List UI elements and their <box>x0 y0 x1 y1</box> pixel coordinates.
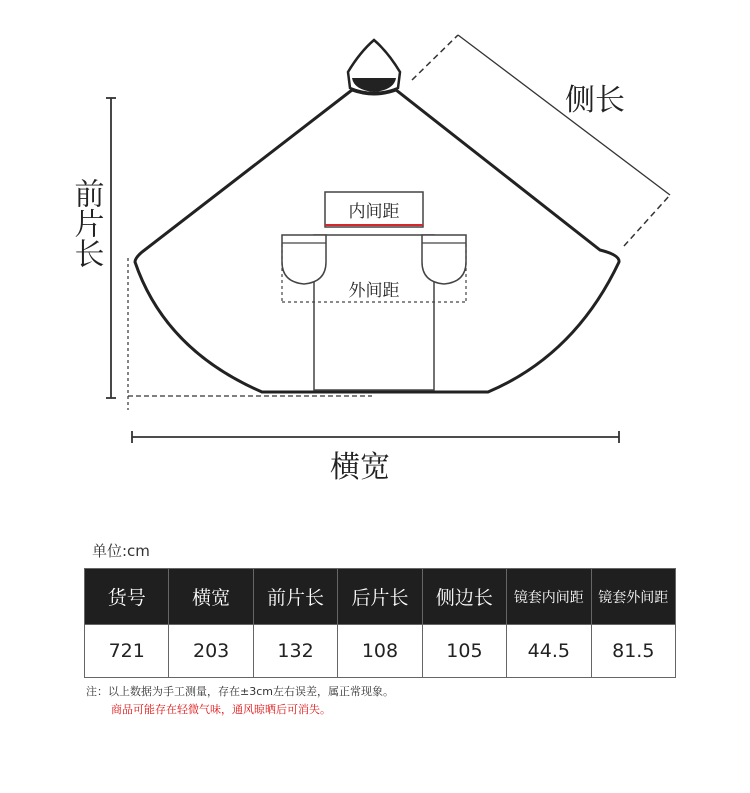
size-table <box>84 568 676 678</box>
right-glasses-sleeve <box>422 235 466 284</box>
header-front-length: 前片长 <box>253 569 337 625</box>
header-back-length: 后片长 <box>338 569 422 625</box>
header-item-no: 货号 <box>85 569 169 625</box>
inner-distance-label: 内间距 <box>348 202 400 222</box>
header-width: 横宽 <box>169 569 253 625</box>
outer-distance-label: 外间距 <box>348 281 400 301</box>
cell-item-no: 721 <box>85 625 169 678</box>
header-sleeve-inner-distance: 镜套内间距 <box>507 569 591 625</box>
cell-back-length: 108 <box>338 625 422 678</box>
cell-front-length: 132 <box>253 625 337 678</box>
header-sleeve-outer-distance: 镜套外间距 <box>591 569 675 625</box>
odor-note: 商品可能存在轻微气味，通风晾晒后可消失。 <box>111 703 331 716</box>
table-row <box>85 625 676 678</box>
unit-label: 单位:cm <box>92 542 150 560</box>
poncho-outline <box>135 90 619 392</box>
width-label: 横宽 <box>330 450 390 485</box>
cell-sleeve-inner-distance: 44.5 <box>507 625 591 678</box>
cell-sleeve-outer-distance: 81.5 <box>591 625 675 678</box>
cell-width: 203 <box>169 625 253 678</box>
left-glasses-sleeve <box>282 235 326 284</box>
header-side-length: 侧边长 <box>422 569 506 625</box>
measurement-note: 注：以上数据为手工测量，存在±3cm左右误差，属正常现象。 <box>86 685 394 698</box>
front-length-label: 前片长 <box>68 178 104 268</box>
side-length-label: 侧长 <box>565 83 625 118</box>
table-header-row <box>85 569 676 625</box>
cell-side-length: 105 <box>422 625 506 678</box>
